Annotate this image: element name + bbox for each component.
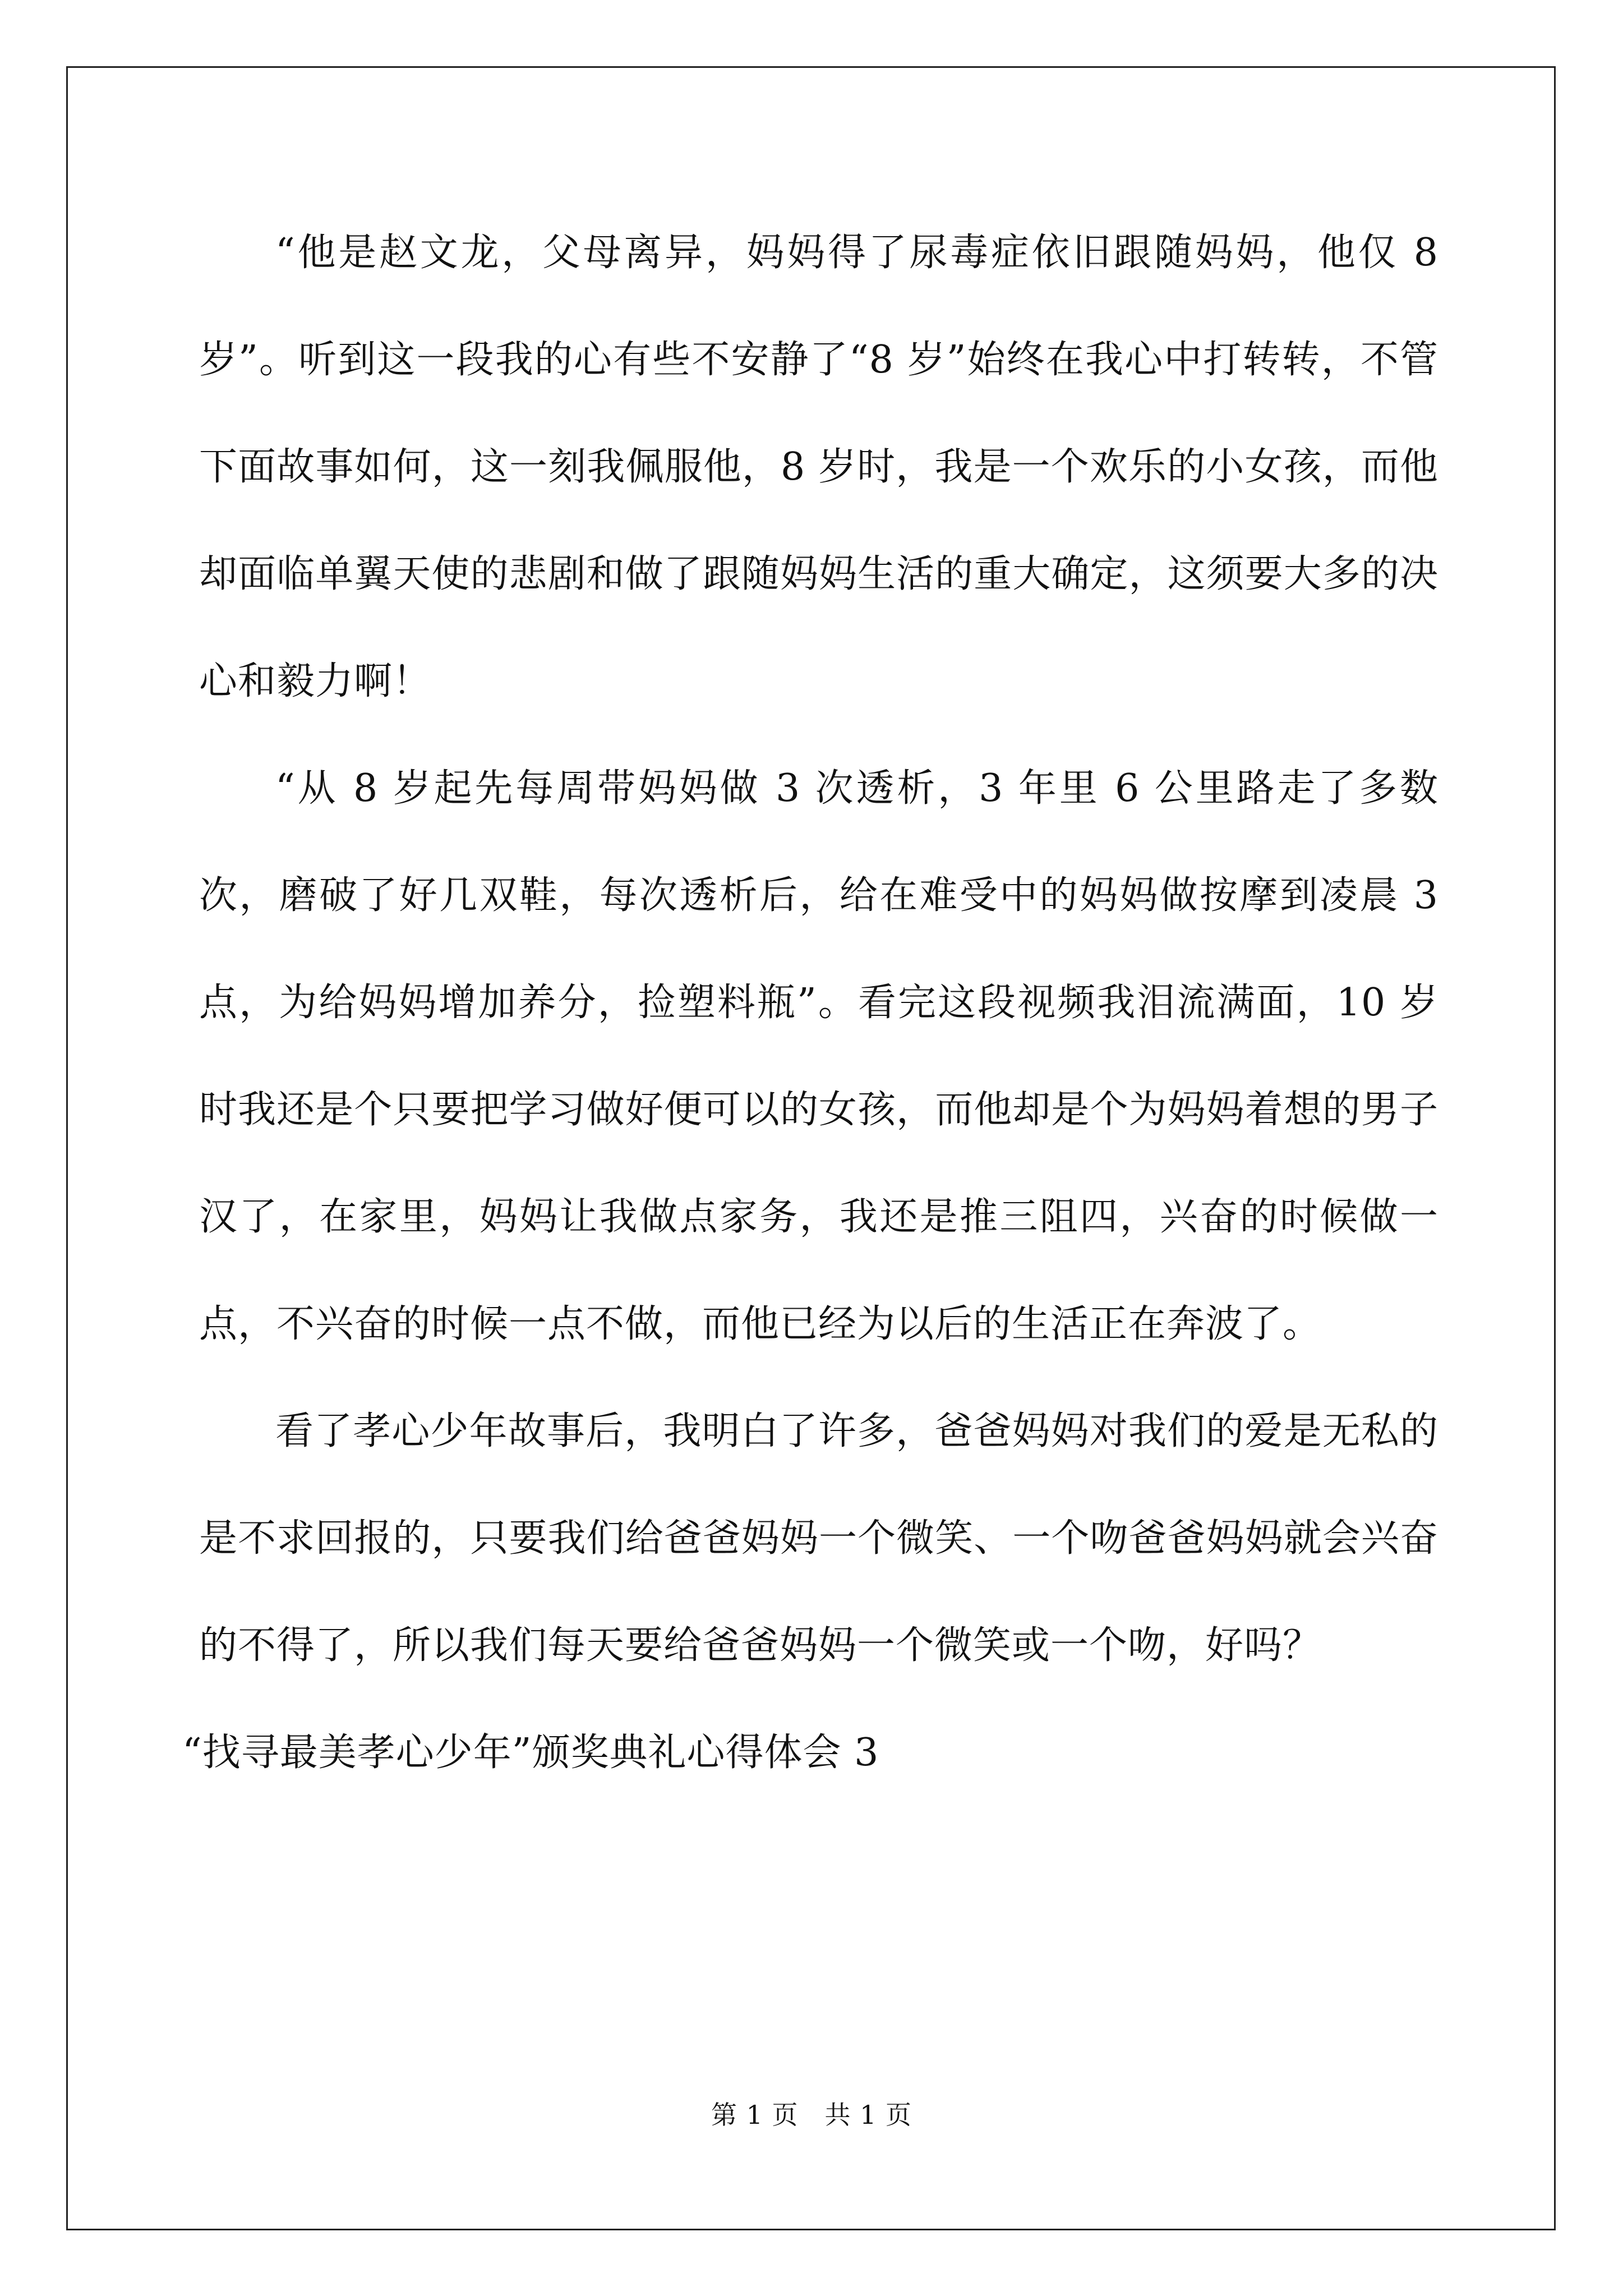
paragraph-1: “他是赵文龙，父母离异，妈妈得了尿毒症依旧跟随妈妈，他仅 8 岁”。听到这一段我的心有些不安静了“8 岁”始终在我心中打转转，不管下面故事如何，这一刻我佩服他，8 岁时，我是一个欢乐的小女孩，而他却面临单翼天使的悲剧和做了跟随妈妈生活的重大确定，这须要大多的决心和毅力啊！ (199, 231, 1438, 703)
page-footer: 第 1 页 共 1 页 (711, 2100, 912, 2130)
section-heading: “找寻最美孝心少年”颁奖典礼心得体会 3 (182, 1731, 879, 1775)
paragraph-2: “从 8 岁起先每周带妈妈做 3 次透析，3 年里 6 公里路走了多数次，磨破了好几双鞋，每次透析后，给在难受中的妈妈做按摩到凌晨 3 点，为给妈妈增加养分，捡塑料瓶”。看完这段视频我泪流满面，10 岁时我还是个只要把学习做好便可以的女孩，而他却是个为妈妈着想的男子汉了，在家里，妈妈让我做点家务，我还是推三阻四，兴奋的时候做一点，不兴奋的时候一点不做，而他已经为以后的生活正在奔波了。 (199, 766, 1438, 1346)
document-body (182, 199, 1438, 1806)
paragraph-3: 看了孝心少年故事后，我明白了许多，爸爸妈妈对我们的爱是无私的是不求回报的，只要我们给爸爸妈妈一个微笑、一个吻爸爸妈妈就会兴奋的不得了，所以我们每天要给爸爸妈妈一个微笑或一个吻，好吗？ (199, 1409, 1438, 1668)
